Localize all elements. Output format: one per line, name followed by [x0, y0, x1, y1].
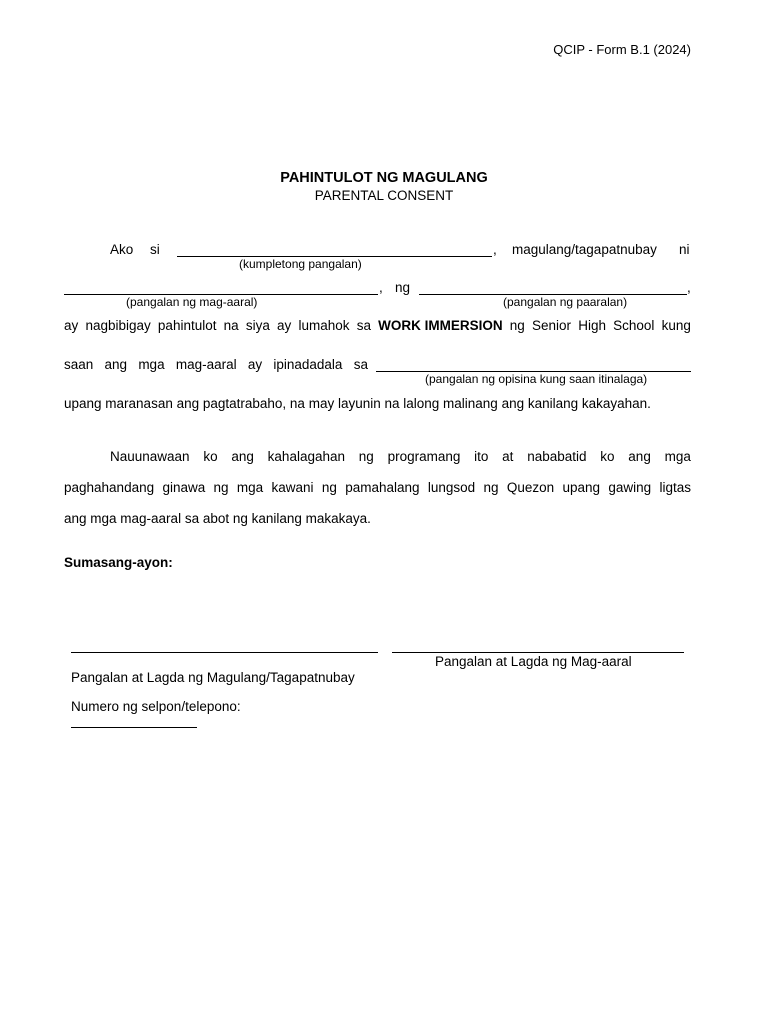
- text-ni: ni: [679, 242, 690, 257]
- agreement-label: Sumasang-ayon:: [64, 555, 173, 570]
- text-si: si: [150, 242, 160, 257]
- para2-line2: paghahandang ginawa ng mga kawani ng pamahalang lungsod ng Quezon upang gawing ligtas: [64, 480, 691, 495]
- text-comma-3: ,: [687, 280, 691, 295]
- para2-line1: Nauunawaan ko ang kahalagahan ng programang ito at nababatid ko ang mga: [110, 449, 691, 464]
- para1-line5: upang maranasan ang pagtatrabaho, na may layunin na lalong malinang ang kanilang kakayahan.: [64, 396, 651, 411]
- text-relation: magulang/tagapatnubay: [512, 242, 657, 257]
- text-ako: Ako: [110, 242, 134, 257]
- work-immersion-label: WORK IMMERSION: [378, 318, 503, 333]
- phone-number-blank[interactable]: [71, 727, 197, 728]
- para1-line4: saan ang mga mag-aaral ay ipinadadala sa: [64, 357, 368, 372]
- page-subtitle: PARENTAL CONSENT: [314, 188, 454, 203]
- parent-signature-label: Pangalan at Lagda ng Magulang/Tagapatnubay: [71, 670, 355, 685]
- text-comma: ,: [493, 242, 497, 257]
- page-title: PAHINTULOT NG MAGULANG: [280, 170, 488, 186]
- caption-fullname: (kumpletong pangalan): [239, 257, 362, 271]
- caption-school: (pangalan ng paaralan): [503, 295, 628, 309]
- student-signature-line[interactable]: [392, 652, 684, 653]
- caption-student: (pangalan ng mag-aaral): [126, 295, 258, 309]
- text-comma-2: ,: [379, 280, 383, 295]
- para2-line3: ang mga mag-aaral sa abot ng kanilang makakaya.: [64, 511, 371, 526]
- phone-label: Numero ng selpon/telepono:: [71, 699, 241, 714]
- caption-office: (pangalan ng opisina kung saan itinalaga): [425, 372, 648, 386]
- form-code: QCIP - Form B.1 (2024): [553, 42, 691, 57]
- para1-line3: ay nagbibigay pahintulot na siya ay lumahok sa WORK IMMERSION ng Senior High School kung: [64, 318, 691, 333]
- parent-signature-line[interactable]: [71, 652, 378, 653]
- student-signature-label: Pangalan at Lagda ng Mag-aaral: [435, 654, 632, 669]
- text-ng: ng: [395, 280, 411, 295]
